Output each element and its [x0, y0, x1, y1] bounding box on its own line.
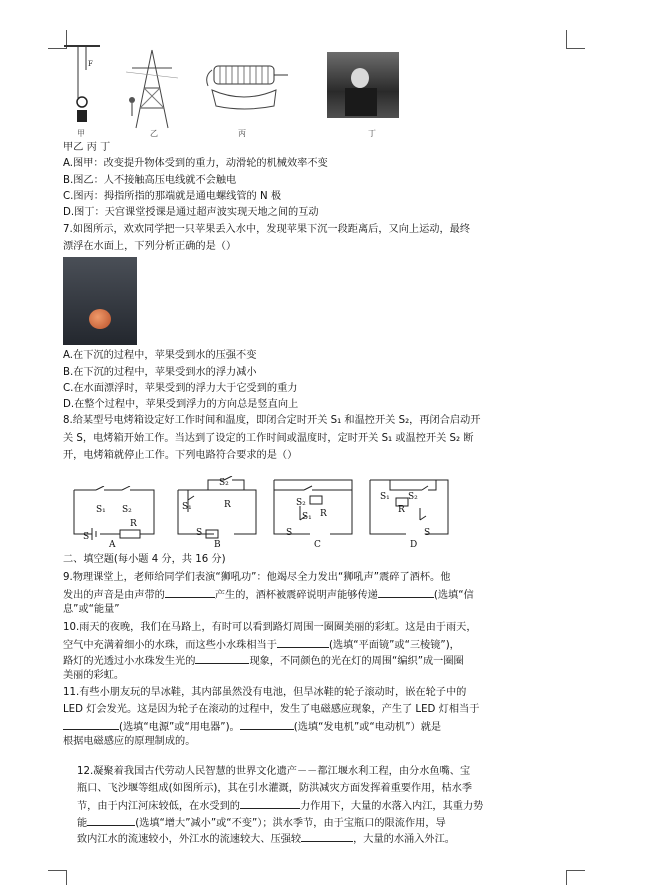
q6-option-b: B.图乙：人不接触高压电线就不会触电: [63, 175, 237, 186]
circuit-c-s: S: [286, 528, 293, 538]
circuit-b-s2: S₂: [219, 478, 229, 488]
circuit-d-s1: S₁: [380, 492, 390, 502]
q9-blank-1[interactable]: [165, 587, 215, 598]
crop-mark-bottom-left: [48, 870, 67, 885]
circuit-b-label: B: [214, 540, 221, 550]
figure-label-line: 甲乙 丙 丁: [63, 142, 111, 153]
q8-stem-3: 开，电烤箱就停止工作。下列电路符合要求的是（）: [63, 450, 298, 461]
q12-blank-1[interactable]: [240, 798, 300, 809]
q6-option-a: A.图甲：改变提升物体受到的重力，动滑轮的机械效率不变: [63, 158, 328, 169]
circuit-d-r: R: [398, 505, 405, 515]
apple-in-water-photo: [63, 257, 137, 345]
fig-caption-3: 丙: [238, 129, 246, 138]
circuit-c-s1: S₁: [302, 512, 312, 522]
circuit-a-label: A: [109, 540, 116, 550]
fig-caption-4: 丁: [368, 129, 376, 138]
q10-blank-2[interactable]: [195, 653, 249, 664]
q7-option-c: C.在水面漂浮时，苹果受到的浮力大于它受到的重力: [63, 383, 298, 394]
q9-line-1: 9.物理课堂上，老师给同学们表演“狮吼功”：他竭尽全力发出“狮吼声”震碎了酒杯。他: [63, 572, 451, 583]
space-classroom-photo: [327, 52, 399, 118]
q10-line-2: 空气中充满着细小的水珠，而这些小水珠相当于 (选填“平面镜”或“三棱镜”)，: [63, 637, 460, 653]
q11-line-2: LED 灯会发光。这是因为轮子在滚动的过程中，发生了电磁感应现象，产生了 LED 灯相当于: [63, 704, 480, 715]
circuit-a-r: R: [130, 519, 137, 529]
q12-line-2: 瓶口、飞沙堰等组成(如图所示)，其在引水灌溉，防洪减灾方面发挥着重要作用，枯水季: [77, 783, 473, 794]
q7-stem-1: 7.如图所示，欢欢同学把一只苹果丢入水中，发现苹果下沉一段距离后，又向上运动，最终: [63, 224, 471, 235]
q7-option-b: B.在下沉的过程中，苹果受到水的浮力减小: [63, 367, 257, 378]
circuit-b-r: R: [224, 500, 231, 510]
circuit-a-s: S: [83, 532, 90, 542]
circuit-c-s2: S₂: [296, 498, 306, 508]
q6-option-c: C.图丙：拇指所指的那端就是通电螺线管的 N 极: [63, 191, 282, 202]
q10-line-3: 路灯的光透过小水珠发生光的 现象，不同颜色的光在灯的周围“编织”成一圈圈: [63, 653, 464, 669]
circuit-a-s2: S₂: [122, 505, 132, 515]
circuit-d-label: D: [410, 540, 418, 550]
circuit-c: [270, 476, 356, 540]
circuit-d: [366, 476, 452, 540]
q7-option-a: A.在下沉的过程中，苹果受到水的压强不变: [63, 350, 257, 361]
pulley-figure: [64, 40, 100, 130]
circuit-d-s: S: [424, 528, 431, 538]
crop-mark-top-right: [566, 30, 585, 49]
circuit-b-s: S: [196, 528, 203, 538]
q6-option-d: D.图丁：天宫课堂授课是通过超声波实现天地之间的互动: [63, 207, 319, 218]
q12-blank-2[interactable]: [87, 815, 135, 826]
q11-blank-1[interactable]: [63, 719, 119, 730]
circuit-a-s1: S₁: [96, 505, 106, 515]
circuit-d-s2: S₂: [408, 492, 418, 502]
q12-line-4: 能 (选填“增大”减小”或“不变”）；洪水季节，由于宝瓶口的限流作用，导: [77, 815, 446, 831]
section-2-title: 二、填空题(每小题 4 分，共 16 分): [63, 554, 226, 565]
circuit-c-r: R: [320, 509, 327, 519]
q9-line-3: 息”或“能量”: [63, 604, 120, 615]
q10-blank-1[interactable]: [277, 637, 329, 648]
q8-stem-2: 关 S，电烤箱开始工作。当达到了设定的工作时间或温度时，定时开关 S₁ 或温控开关 S₂ 断: [63, 433, 474, 444]
q7-option-d: D.在整个过程中，苹果受到浮力的方向总是竖直向上: [63, 399, 299, 410]
svg-text:F: F: [88, 60, 93, 68]
q9-blank-2[interactable]: [378, 587, 434, 598]
fig-caption-1: 甲: [77, 129, 85, 138]
crop-mark-bottom-right: [566, 870, 585, 885]
q11-line-3: (选填“电源”或“用电器”)。 (选填“发电机”或“电动机”）就是: [63, 719, 441, 735]
q12-line-1: 12.凝聚着我国古代劳动人民智慧的世界文化遗产－－都江堰水利工程，由分水鱼嘴、宝: [77, 766, 471, 777]
circuit-c-label: C: [314, 540, 321, 550]
q10-line-1: 10.雨天的夜晚，我们在马路上，有时可以看到路灯周围一圈圈美丽的彩虹。这是由于雨天，: [63, 622, 477, 633]
fig-caption-2: 乙: [150, 129, 158, 138]
q10-line-4: 美丽的彩虹。: [63, 670, 125, 681]
circuit-b-s1: S₁: [182, 502, 192, 512]
q12-line-3: 节，由于内江河床较低，在水受到的 力作用下，大量的水落入内江，其重力势: [77, 798, 483, 814]
solenoid-hand-figure: [204, 56, 288, 112]
q12-blank-3[interactable]: [301, 831, 353, 842]
q7-stem-2: 漂浮在水面上，下列分析正确的是（）: [63, 241, 237, 252]
q8-stem-1: 8.给某型号电烤箱设定好工作时间和温度，即闭合定时开关 S₁ 和温控开关 S₂，再闭合启动开: [63, 415, 481, 426]
q11-blank-2[interactable]: [240, 719, 294, 730]
q12-line-5: 致内江水的流速较小，外江水的流速较大、压强较 ，大量的水涌入外江。: [77, 831, 455, 847]
q11-line-1: 11.有些小朋友玩的旱冰鞋，其内部虽然没有电池，但旱冰鞋的轮子滚动时，嵌在轮子中的: [63, 687, 467, 698]
high-voltage-figure: [126, 48, 178, 132]
q11-line-4: 根据电磁感应的原理制成的。: [63, 736, 196, 747]
q9-line-2: 发出的声音是由声带的 产生的，酒杯被震碎说明声能够传递 (选填“信: [63, 587, 474, 603]
